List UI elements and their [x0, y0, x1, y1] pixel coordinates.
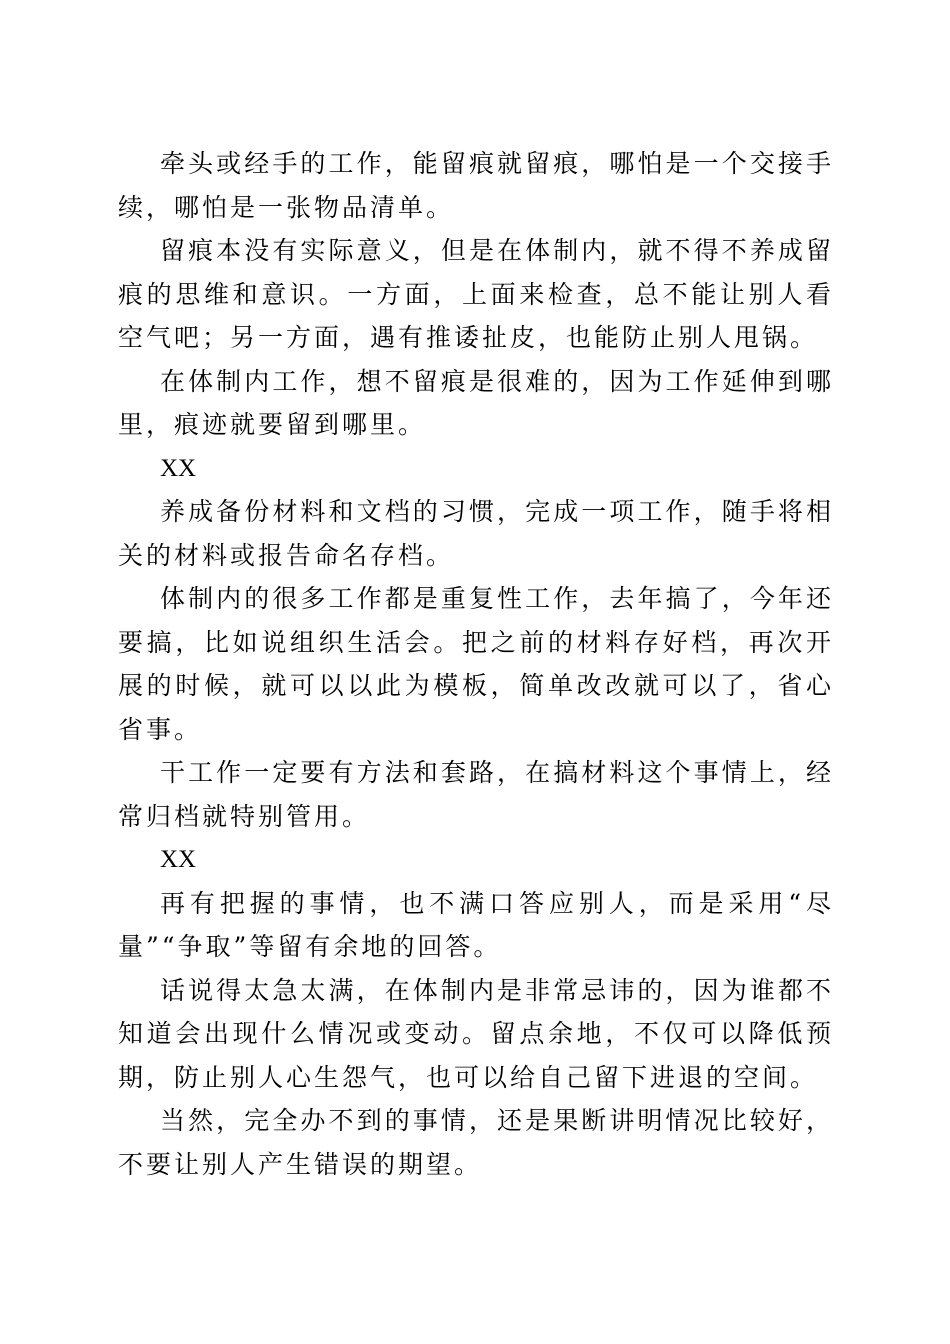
paragraph-9: 当然，完全办不到的事情，还是果断讲明情况比较好，不要让别人产生错误的期望。	[118, 1106, 834, 1179]
section-heading-2: XX	[160, 846, 197, 873]
paragraph-4: 养成备份材料和文档的习惯，完成一项工作，随手将相关的材料或报告命名存档。	[118, 497, 834, 570]
paragraph-3: 在体制内工作，想不留痕是很难的，因为工作延伸到哪里，痕迹就要留到哪里。	[118, 366, 834, 439]
section-heading-1: XX	[160, 454, 197, 482]
paragraph-5: 体制内的很多工作都是重复性工作，去年搞了，今年还要搞，比如说组织生活会。把之前的材料存好档，再次开展的时候，就可以以此为模板，简单改改就可以了，省心省事。	[118, 584, 834, 744]
paragraph-1: 牵头或经手的工作，能留痕就留痕，哪怕是一个交接手续，哪怕是一张物品清单。	[118, 149, 834, 222]
document-body	[118, 142, 834, 1186]
paragraph-7: 再有把握的事情，也不满口答应别人，而是采用“尽量”“争取”等留有余地的回答。	[118, 888, 834, 961]
paragraph-2: 留痕本没有实际意义，但是在体制内，就不得不养成留痕的思维和意识。一方面，上面来检查，总不能让别人看空气吧；另一方面，遇有推诿扯皮，也能防止别人甩锅。	[118, 236, 834, 352]
paragraph-8: 话说得太急太满，在体制内是非常忌讳的，因为谁都不知道会出现什么情况或变动。留点余地，不仅可以降低预期，防止别人心生怨气，也可以给自己留下进退的空间。	[118, 975, 834, 1092]
paragraph-6: 干工作一定要有方法和套路，在搞材料这个事情上，经常归档就特别管用。	[118, 758, 834, 831]
